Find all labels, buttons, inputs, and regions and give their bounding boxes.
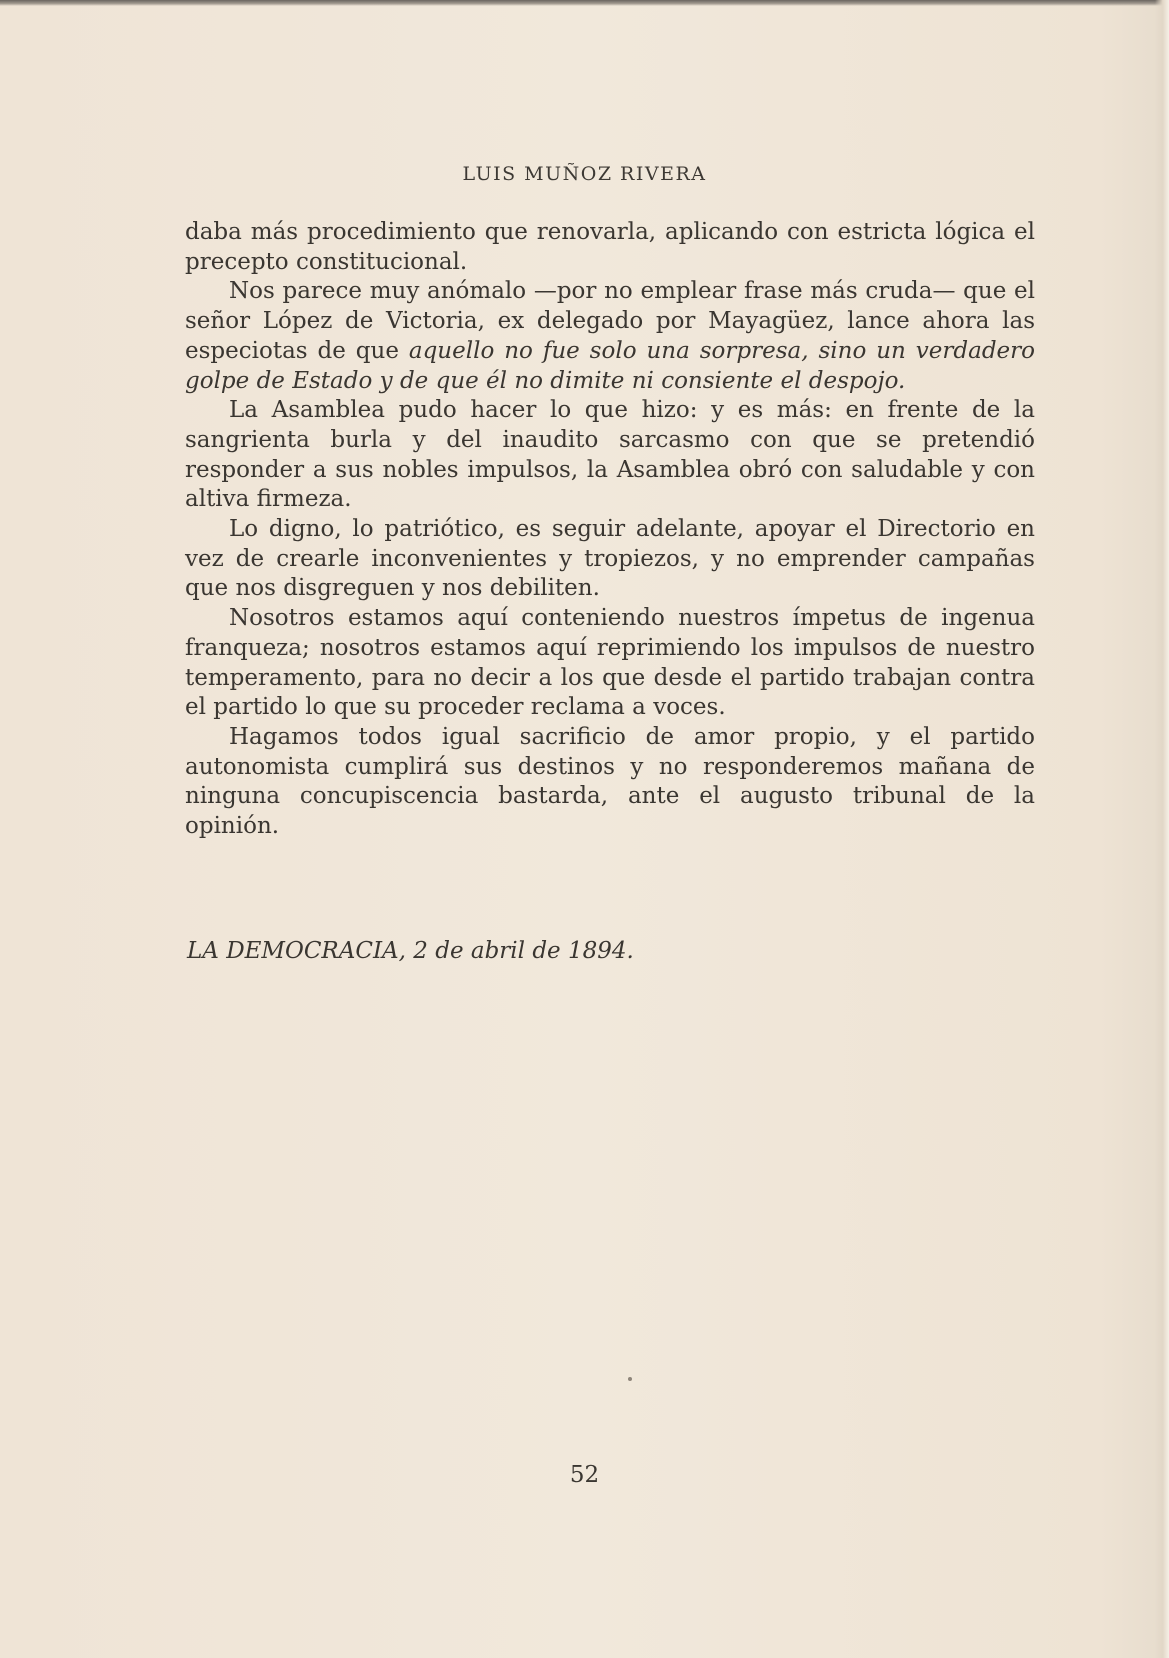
paragraph-6 — [185, 723, 1035, 842]
paragraph-1 — [185, 218, 1035, 277]
paragraph-4 — [185, 515, 1035, 604]
source-citation: LA DEMOCRACIA, 2 de abril de 1894. — [187, 938, 634, 964]
paragraph-5 — [185, 604, 1035, 723]
paragraph-text: Nosotros estamos aquí conteniendo nuestros ímpetus de ingenua franqueza; nosotros estamos aquí reprimiendo los impulsos de nuestro temperamento, para no decir a los que desde el partido trabajan contra el partido lo que su proceder reclama a voces. — [185, 605, 1035, 721]
paragraph-text: Nos parece muy anómalo —por no emplear frase más cruda— que el señor López de Victoria, ex delegado por Mayagüez, lance ahora las especiotas de que — [185, 278, 1035, 364]
paragraph-italic-quote: aquello no fue solo una sorpresa, sino un verdadero golpe de Estado y de que él no dimite ni consiente el despojo. — [185, 337, 1035, 394]
running-head: LUIS MUÑOZ RIVERA — [462, 163, 707, 185]
page-right-edge — [1155, 0, 1169, 1658]
body-text — [185, 218, 1035, 842]
page-top-edge — [0, 0, 1169, 6]
page-number: 52 — [569, 1462, 600, 1488]
paragraph-3 — [185, 396, 1035, 515]
paragraph-text: Lo digno, lo patriótico, es seguir adelante, apoyar el Directorio en vez de crearle inconvenientes y tropiezos, y no emprender campañas que nos disgreguen y nos debiliten. — [185, 516, 1035, 602]
paragraph-2 — [185, 277, 1035, 396]
paragraph-text: La Asamblea pudo hacer lo que hizo: y es más: en frente de la sangrienta burla y del inaudito sarcasmo con que se pretendió responder a sus nobles impulsos, la Asamblea obró con saludable y con altiva firmeza. — [185, 397, 1035, 513]
paragraph-text: Hagamos todos igual sacrificio de amor propio, y el partido autonomista cumplirá sus destinos y no responderemos mañana de ninguna concupiscencia bastarda, ante el augusto tribunal de la opinión. — [185, 723, 1035, 840]
paragraph-text: daba más procedimiento que renovarla, aplicando con estricta lógica el precepto constitucional. — [185, 219, 1035, 275]
paper-speck — [628, 1377, 632, 1381]
